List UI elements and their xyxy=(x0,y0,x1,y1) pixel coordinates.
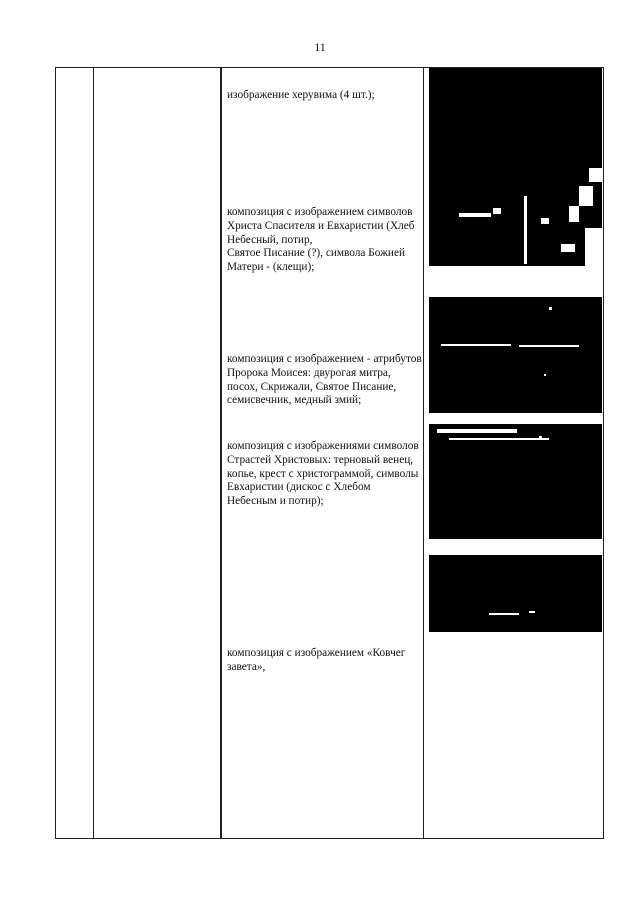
entry-cherub: изображение херувима (4 шт.); xyxy=(227,89,375,101)
description-table xyxy=(55,67,604,839)
column-divider-3 xyxy=(423,68,424,838)
column-divider-1 xyxy=(93,68,94,838)
entry-moses-attributes: композиция с изображением - атрибутов Пророка Моисея: двурогая митра, посох, Скрижали, Святое Писание, семисвечник, медный змий; xyxy=(227,353,422,407)
photo-dark-1 xyxy=(429,68,602,266)
photo-dark-2 xyxy=(429,297,602,413)
column-divider-2 xyxy=(220,68,222,838)
entry-christ-symbols: композиция с изображением символов Христа Спасителя и Евхаристии (Хлеб Небесный, потир, Святое Писание (?), символа Божией Матери - (клещи); xyxy=(227,206,415,274)
entry-ark-of-covenant: композиция с изображением «Ковчег завета», xyxy=(227,647,406,673)
photo-dark-4 xyxy=(429,553,602,632)
entry-passion-symbols: композиция с изображениями символов Страстей Христовых: терновый венец, копье, крест с христограммой, символы Евхаристии (дискос с Хлебом Небесным и потир); xyxy=(227,440,419,508)
page-number: 11 xyxy=(314,40,326,54)
photo-dark-3 xyxy=(429,422,602,539)
